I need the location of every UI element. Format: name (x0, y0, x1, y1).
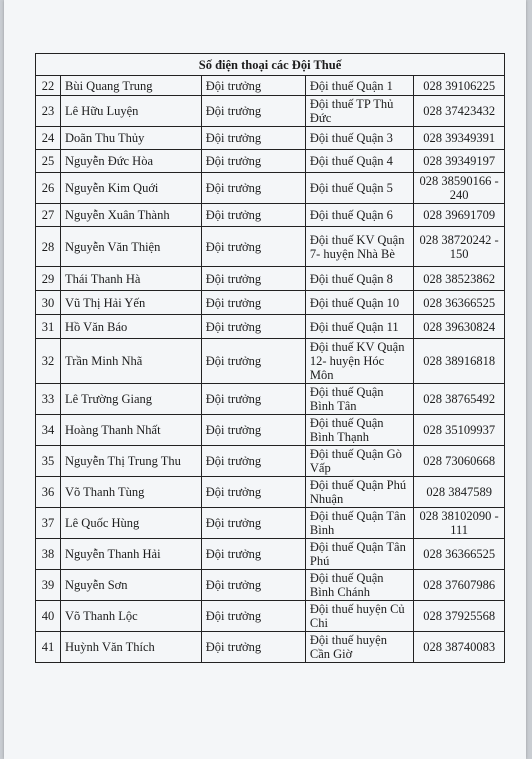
row-phone: 028 38102090 - 111 (414, 508, 505, 539)
row-number: 40 (36, 601, 61, 632)
row-unit: Đội thuế Quận 11 (305, 315, 413, 339)
row-unit: Đội thuế KV Quận 12- huyện Hóc Môn (305, 339, 413, 384)
row-position: Đội trưởng (201, 508, 305, 539)
row-unit: Đội thuế Quận Bình Tân (305, 384, 413, 415)
row-unit: Đội thuế Quận Tân Bình (305, 508, 413, 539)
row-phone: 028 39349197 (414, 150, 505, 173)
row-position: Đội trưởng (201, 127, 305, 150)
row-number: 39 (36, 570, 61, 601)
table-row (36, 539, 505, 570)
row-name: Lê Quốc Hùng (61, 508, 202, 539)
row-position: Đội trưởng (201, 227, 305, 267)
row-unit: Đội thuế Quận Bình Chánh (305, 570, 413, 601)
table-row (36, 76, 505, 96)
row-name: Hoàng Thanh Nhất (61, 415, 202, 446)
row-number: 26 (36, 173, 61, 204)
row-phone: 028 38916818 (414, 339, 505, 384)
row-phone: 028 3847589 (414, 477, 505, 508)
row-position: Đội trưởng (201, 477, 305, 508)
table-row (36, 632, 505, 663)
row-position: Đội trưởng (201, 446, 305, 477)
row-phone: 028 39106225 (414, 76, 505, 96)
row-number: 28 (36, 227, 61, 267)
row-position: Đội trưởng (201, 204, 305, 227)
row-name: Trần Minh Nhã (61, 339, 202, 384)
row-phone: 028 36366525 (414, 539, 505, 570)
table-row (36, 477, 505, 508)
row-name: Nguyễn Kim Quới (61, 173, 202, 204)
table-row (36, 150, 505, 173)
row-position: Đội trưởng (201, 384, 305, 415)
row-number: 22 (36, 76, 61, 96)
row-phone: 028 39630824 (414, 315, 505, 339)
row-unit: Đội thuế Quận 4 (305, 150, 413, 173)
row-position: Đội trưởng (201, 315, 305, 339)
table-title-row (36, 54, 505, 76)
tax-team-phone-table (35, 53, 505, 663)
row-phone: 028 38765492 (414, 384, 505, 415)
row-unit: Đội thuế KV Quận 7- huyện Nhà Bè (305, 227, 413, 267)
row-name: Nguyễn Đức Hòa (61, 150, 202, 173)
table-row (36, 315, 505, 339)
table-title: Số điện thoại các Đội Thuế (36, 54, 505, 76)
row-number: 33 (36, 384, 61, 415)
row-phone: 028 38740083 (414, 632, 505, 663)
table-row (36, 173, 505, 204)
row-number: 32 (36, 339, 61, 384)
table-row (36, 227, 505, 267)
table-row (36, 267, 505, 291)
row-number: 29 (36, 267, 61, 291)
row-number: 31 (36, 315, 61, 339)
table-row (36, 570, 505, 601)
row-position: Đội trưởng (201, 415, 305, 446)
row-phone: 028 38720242 - 150 (414, 227, 505, 267)
row-number: 23 (36, 96, 61, 127)
row-unit: Đội thuế Quận 5 (305, 173, 413, 204)
row-number: 25 (36, 150, 61, 173)
row-phone: 028 38523862 (414, 267, 505, 291)
row-number: 37 (36, 508, 61, 539)
row-position: Đội trưởng (201, 539, 305, 570)
table-row (36, 446, 505, 477)
row-number: 41 (36, 632, 61, 663)
row-phone: 028 36366525 (414, 291, 505, 315)
document-page (4, 0, 526, 759)
row-phone: 028 39349391 (414, 127, 505, 150)
row-name: Nguyễn Thanh Hải (61, 539, 202, 570)
row-position: Đội trưởng (201, 96, 305, 127)
row-name: Lê Hữu Luyện (61, 96, 202, 127)
row-name: Nguyễn Văn Thiện (61, 227, 202, 267)
table-row (36, 415, 505, 446)
row-unit: Đội thuế Quận 10 (305, 291, 413, 315)
table-row (36, 339, 505, 384)
row-name: Vũ Thị Hải Yến (61, 291, 202, 315)
row-unit: Đội thuế Quận Gò Vấp (305, 446, 413, 477)
row-position: Đội trưởng (201, 339, 305, 384)
row-phone: 028 35109937 (414, 415, 505, 446)
row-number: 27 (36, 204, 61, 227)
table-row (36, 204, 505, 227)
row-phone: 028 37423432 (414, 96, 505, 127)
row-name: Võ Thanh Tùng (61, 477, 202, 508)
row-unit: Đội thuế Quận 1 (305, 76, 413, 96)
row-unit: Đội thuế huyện Củ Chi (305, 601, 413, 632)
row-unit: Đội thuế huyện Cần Giờ (305, 632, 413, 663)
row-name: Lê Trường Giang (61, 384, 202, 415)
row-name: Hồ Văn Báo (61, 315, 202, 339)
row-unit: Đội thuế Quận Tân Phú (305, 539, 413, 570)
row-unit: Đội thuế Quận Bình Thạnh (305, 415, 413, 446)
row-name: Nguyễn Sơn (61, 570, 202, 601)
table-row (36, 508, 505, 539)
row-name: Doãn Thu Thủy (61, 127, 202, 150)
table-row (36, 291, 505, 315)
row-position: Đội trưởng (201, 267, 305, 291)
table-row (36, 96, 505, 127)
table-row (36, 127, 505, 150)
table-row (36, 384, 505, 415)
row-number: 38 (36, 539, 61, 570)
row-phone: 028 73060668 (414, 446, 505, 477)
row-position: Đội trưởng (201, 291, 305, 315)
row-number: 34 (36, 415, 61, 446)
row-unit: Đội thuế Quận Phú Nhuận (305, 477, 413, 508)
row-unit: Đội thuế Quận 6 (305, 204, 413, 227)
row-name: Nguyễn Xuân Thành (61, 204, 202, 227)
row-name: Huỳnh Văn Thích (61, 632, 202, 663)
row-unit: Đội thuế Quận 8 (305, 267, 413, 291)
row-phone: 028 37607986 (414, 570, 505, 601)
row-position: Đội trưởng (201, 173, 305, 204)
row-phone: 028 38590166 - 240 (414, 173, 505, 204)
row-name: Thái Thanh Hà (61, 267, 202, 291)
row-unit: Đội thuế TP Thủ Đức (305, 96, 413, 127)
table-row (36, 601, 505, 632)
row-phone: 028 39691709 (414, 204, 505, 227)
row-name: Nguyễn Thị Trung Thu (61, 446, 202, 477)
row-position: Đội trưởng (201, 601, 305, 632)
row-name: Bùi Quang Trung (61, 76, 202, 96)
row-number: 24 (36, 127, 61, 150)
row-position: Đội trưởng (201, 76, 305, 96)
row-unit: Đội thuế Quận 3 (305, 127, 413, 150)
row-number: 30 (36, 291, 61, 315)
row-position: Đội trưởng (201, 632, 305, 663)
row-position: Đội trưởng (201, 570, 305, 601)
row-number: 36 (36, 477, 61, 508)
row-phone: 028 37925568 (414, 601, 505, 632)
row-position: Đội trưởng (201, 150, 305, 173)
row-name: Võ Thanh Lộc (61, 601, 202, 632)
row-number: 35 (36, 446, 61, 477)
